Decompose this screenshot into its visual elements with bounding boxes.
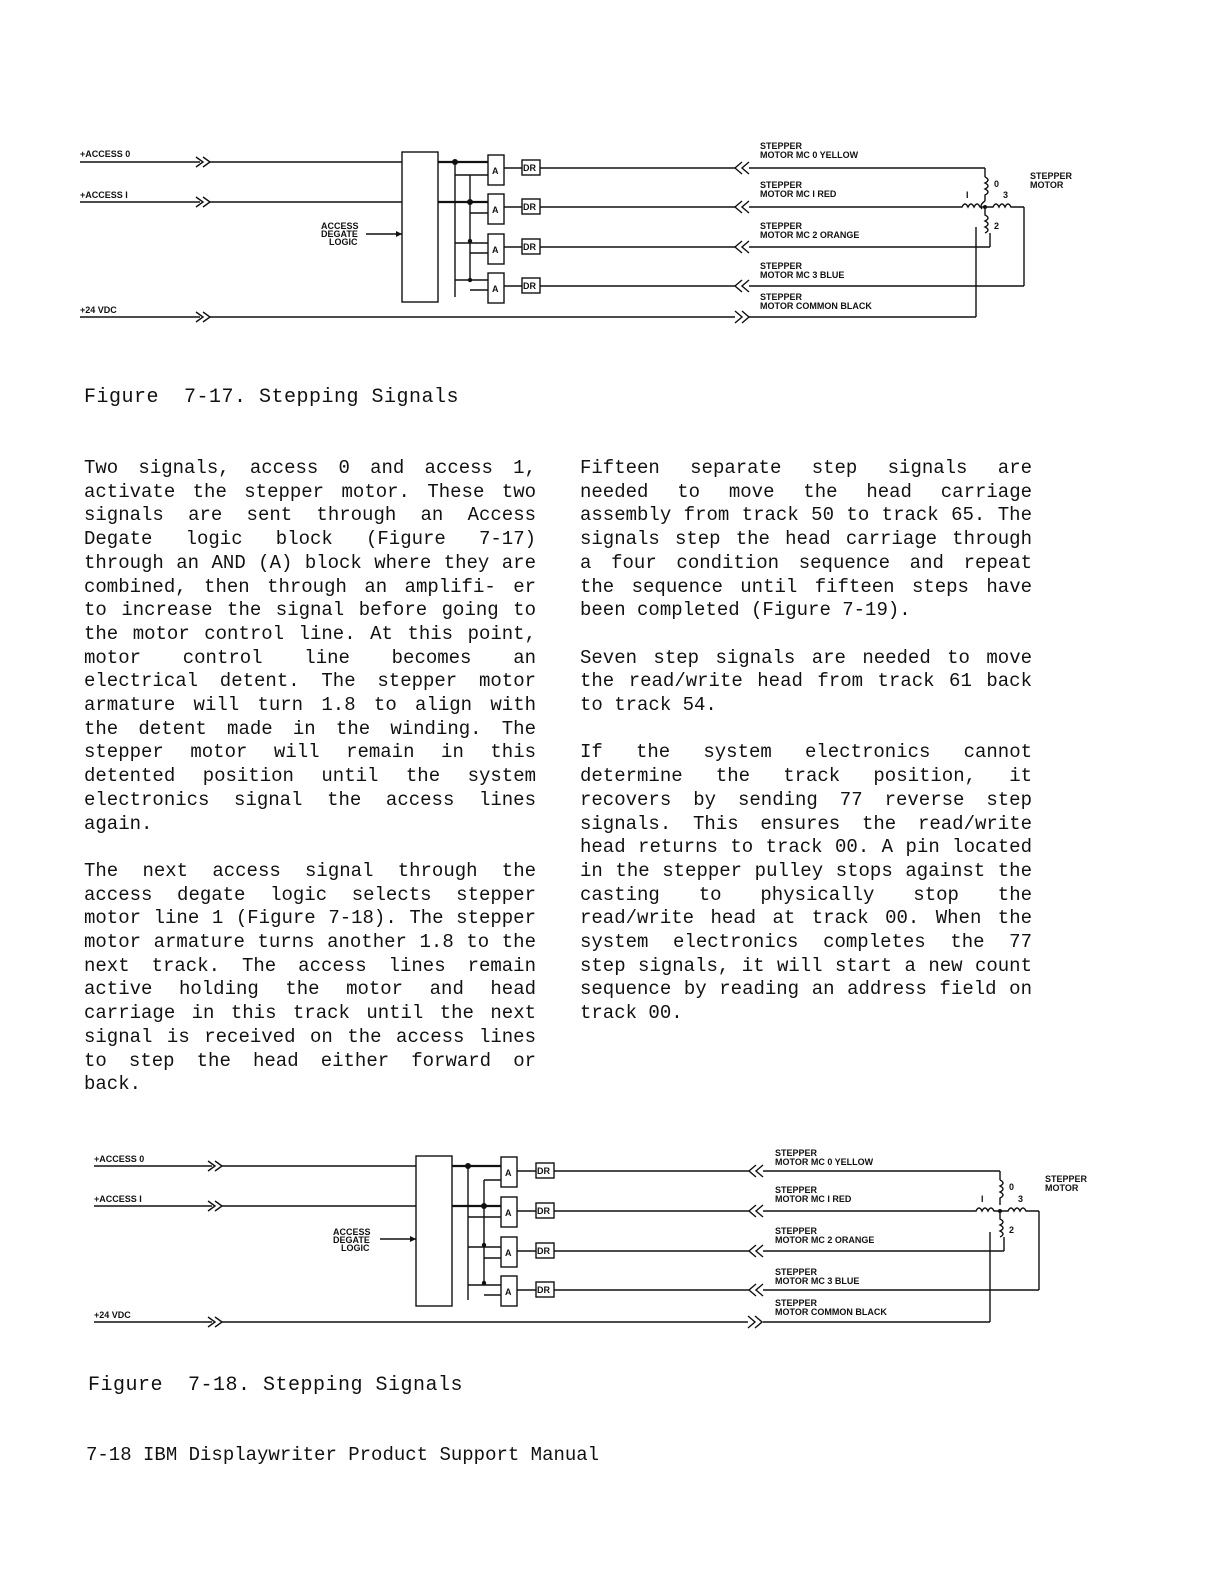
stepper-line-label: MOTOR COMMON BLACK — [760, 301, 872, 311]
logic-label: DEGATE — [321, 229, 358, 239]
stepper-line-label: STEPPER — [760, 180, 803, 190]
motor-label: MOTOR — [1030, 180, 1064, 190]
motor-label: STEPPER — [1030, 171, 1073, 181]
logic-label: ACCESS — [321, 221, 359, 231]
paragraph: Seven step signals are needed to move the read/write head from track 61 back to track 54. — [580, 646, 1032, 717]
left-column — [84, 457, 536, 1121]
driver-label: DR — [537, 1246, 550, 1256]
logic-label: LOGIC — [329, 237, 358, 247]
logic-label: DEGATE — [333, 1235, 370, 1245]
stepper-line-label: MOTOR MC 0 YELLOW — [760, 150, 859, 160]
paragraph: Two signals, access 0 and access 1, activate the stepper motor. These two signals are sent through an Access Degate logic block (Figure 7-17) through an AND (A) block where they are combined, then through an amplifi- er to increase the signal before going to the motor control line. At this point, motor control line becomes an electrical detent. The stepper motor armature will turn 1.8 to align with the detent made in the winding. The stepper motor will remain in this detented position until the system electronics signal the access lines again. — [84, 457, 536, 835]
stepper-line-label: MOTOR MC 3 BLUE — [760, 270, 845, 280]
and-block-label: A — [492, 284, 499, 294]
coil-number: 2 — [994, 221, 1000, 231]
and-block-label: A — [492, 245, 499, 255]
stepper-line-label: STEPPER — [760, 221, 803, 231]
coil-number: 0 — [1009, 1182, 1015, 1192]
stepper-line-label: STEPPER — [760, 141, 803, 151]
stepper-line-label: MOTOR COMMON BLACK — [775, 1307, 887, 1317]
driver-label: DR — [523, 163, 536, 173]
page-footer: 7-18 IBM Displaywriter Product Support Manual — [86, 1444, 600, 1466]
driver-label: DR — [537, 1206, 550, 1216]
stepper-line-label: STEPPER — [760, 292, 803, 302]
input-label: +ACCESS 0 — [80, 149, 131, 159]
and-block-label: A — [492, 166, 499, 176]
and-block-label: A — [505, 1208, 512, 1218]
figure-7-18-diagram — [0, 1142, 1224, 1342]
stepper-line-label: STEPPER — [775, 1298, 818, 1308]
stepper-line-label: STEPPER — [775, 1148, 818, 1158]
and-block-label: A — [492, 205, 499, 215]
input-label: +ACCESS I — [80, 190, 128, 200]
right-column — [580, 457, 1032, 1050]
input-label: +ACCESS I — [94, 1194, 142, 1204]
coil-number: 2 — [1009, 1225, 1015, 1235]
input-label: +ACCESS 0 — [94, 1154, 145, 1164]
coil-number: I — [981, 1194, 984, 1204]
driver-label: DR — [523, 281, 536, 291]
input-label: +24 VDC — [94, 1310, 131, 1320]
and-block-label: A — [505, 1287, 512, 1297]
and-block-label: A — [505, 1168, 512, 1178]
stepper-line-label: MOTOR MC 0 YELLOW — [775, 1157, 874, 1167]
stepper-line-label: MOTOR MC 2 ORANGE — [775, 1235, 875, 1245]
logic-label: LOGIC — [341, 1243, 370, 1253]
stepper-line-label: MOTOR MC I RED — [775, 1194, 852, 1204]
coil-number: 3 — [1018, 1194, 1024, 1204]
and-block-label: A — [505, 1248, 512, 1258]
driver-label: DR — [537, 1285, 550, 1295]
motor-label: STEPPER — [1045, 1174, 1088, 1184]
stepper-line-label: STEPPER — [775, 1185, 818, 1195]
stepper-line-label: MOTOR MC 2 ORANGE — [760, 230, 860, 240]
stepper-line-label: STEPPER — [775, 1267, 818, 1277]
stepper-line-label: STEPPER — [760, 261, 803, 271]
motor-label: MOTOR — [1045, 1183, 1079, 1193]
coil-number: I — [966, 190, 969, 200]
logic-label: ACCESS — [333, 1227, 371, 1237]
stepper-line-label: MOTOR MC I RED — [760, 189, 837, 199]
stepper-line-label: STEPPER — [775, 1226, 818, 1236]
paragraph: The next access signal through the access degate logic selects stepper motor line 1 (Figure 7-18). The stepper motor armature turns another 1.8 to the next track. The access lines remain active holding the motor and head carriage in this track until the next signal is received on the access lines to step the head either forward or back. — [84, 859, 536, 1096]
driver-label: DR — [523, 242, 536, 252]
coil-number: 3 — [1003, 190, 1009, 200]
paragraph: Fifteen separate step signals are needed to move the head carriage assembly from track 50 to track 65. The signals step the head carriage through a four condition sequence and repeat the sequence until fifteen steps have been completed (Figure 7-19). — [580, 457, 1032, 622]
figure-caption: Figure 7-18. Stepping Signals — [88, 1374, 464, 1397]
driver-label: DR — [523, 202, 536, 212]
figure-caption: Figure 7-17. Stepping Signals — [84, 386, 460, 409]
driver-label: DR — [537, 1166, 550, 1176]
figure-7-17-diagram — [0, 135, 1224, 335]
coil-number: 0 — [994, 179, 1000, 189]
input-label: +24 VDC — [80, 305, 117, 315]
paragraph: If the system electronics cannot determine the track position, it recovers by sending 77 reverse step signals. This ensures the read/write head returns to track 00. A pin located in the stepper pulley stops against the casting to physically stop the read/write head at track 00. When the system electronics completes the 77 step signals, it will start a new count sequence by reading an address field on track 00. — [580, 741, 1032, 1025]
stepper-line-label: MOTOR MC 3 BLUE — [775, 1276, 860, 1286]
